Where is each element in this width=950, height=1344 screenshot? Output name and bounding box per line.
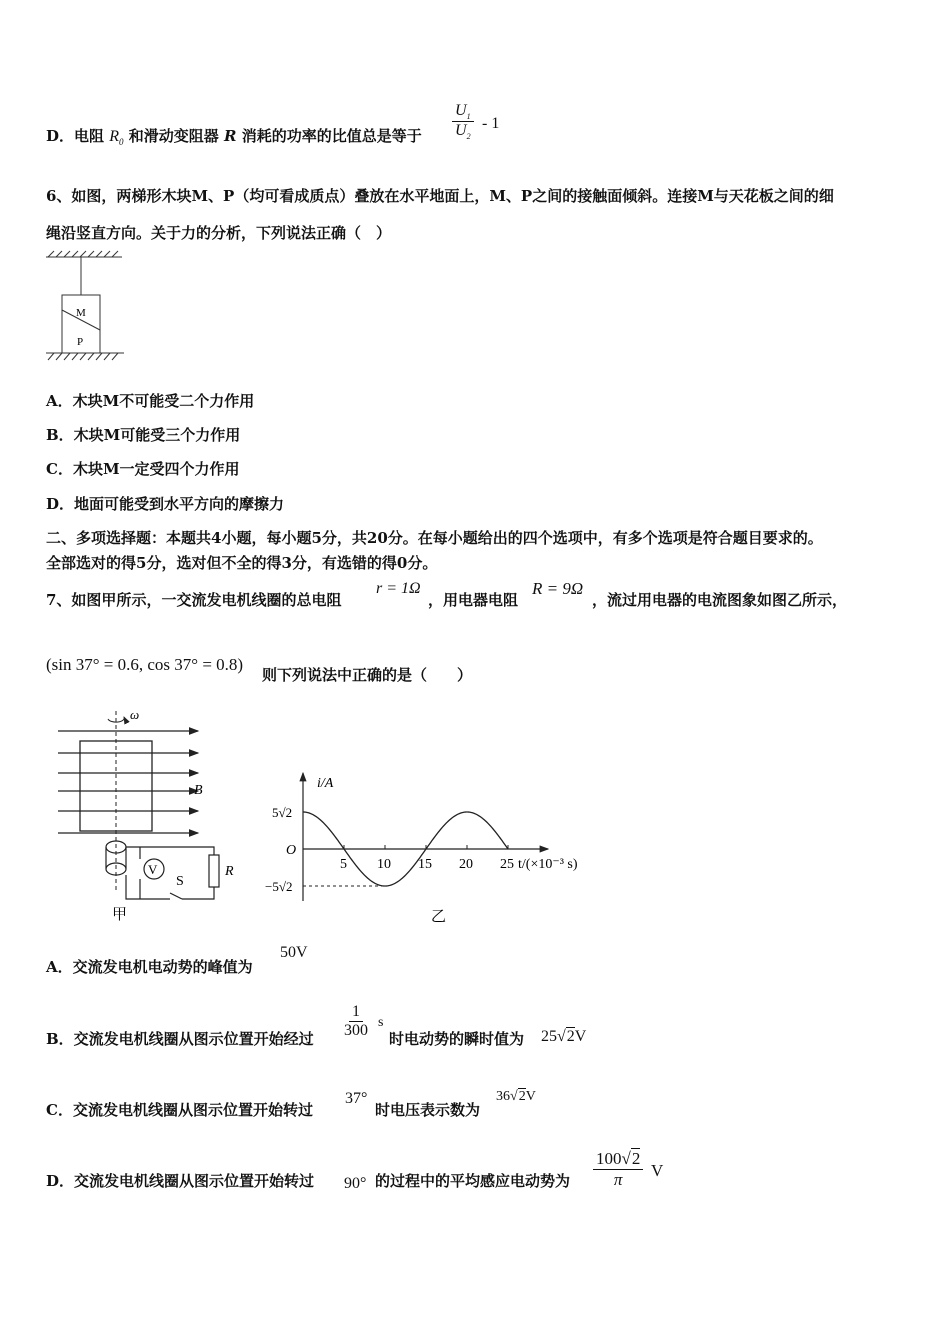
fig-yi-caption: 乙 xyxy=(431,909,447,925)
b-label: B xyxy=(194,783,203,798)
label-p: P xyxy=(77,336,84,348)
voltmeter-label: V xyxy=(148,862,158,877)
x-tick-label-15: 15 xyxy=(418,857,432,872)
r0-symbol: $R_0$ xyxy=(109,128,124,148)
q7-option-c-value: 36√2V xyxy=(496,1089,536,1104)
resistor-label: R xyxy=(225,864,234,879)
q7-option-a-value: 50V xyxy=(280,944,308,961)
q7-option-b-value: 25√2V xyxy=(541,1028,587,1045)
q6-option-a: A．木块M不可能受二个力作用 xyxy=(46,392,255,410)
omega-label: ω xyxy=(130,707,140,722)
q7-option-c-angle: 37° xyxy=(345,1090,368,1107)
q7-option-b-fraction: $\frac{1}{300}$ xyxy=(344,1003,368,1040)
q7-option-b-text1: B．交流发电机线圈从图示位置开始经过 xyxy=(46,1030,314,1048)
q7-trig: (sin 37° = 0.6, cos 37° = 0.8) xyxy=(46,655,244,674)
q7-stem-text3: ，流过用电器的电流图象如图乙所示， xyxy=(592,591,848,609)
q7-stem-text1: 7、如图甲所示，一交流发电机线圈的总电阻 xyxy=(46,591,342,609)
q7-R-expr: R = 9Ω xyxy=(532,579,584,598)
q7-r-expr: r = 1Ω xyxy=(376,580,421,597)
q5-fraction: $\frac{U_1}{U_2}$ xyxy=(452,102,474,142)
x-tick-label-20: 20 xyxy=(459,857,473,872)
q7-option-c-text2: 时电压表示数为 xyxy=(375,1101,481,1119)
q6-stem-line1: 6、如图，两梯形木块M、P（均可看成质点）叠放在水平地面上，M、P之间的接触面倾斜。连接M与天花板之间的细 xyxy=(46,187,834,205)
q7-option-b-text2: 时电动势的瞬时值为 xyxy=(389,1030,525,1048)
y-tick-min: −5√2 xyxy=(265,879,293,894)
y-tick-max: 5√2 xyxy=(272,805,293,820)
fig-jia xyxy=(50,705,250,930)
x-tick-label-5: 5 xyxy=(340,857,347,872)
fig-jia-caption: 甲 xyxy=(112,907,128,923)
q7-option-d-angle: 90° xyxy=(344,1175,367,1192)
q7-option-d-text2: 的过程中的平均感应电动势为 xyxy=(375,1172,571,1190)
label-m: M xyxy=(76,307,86,319)
q7-option-d-fraction: $\frac{100√2}{\pi}$ xyxy=(593,1149,643,1189)
fig-yi-chart xyxy=(255,765,595,925)
q5-option-d: D．电阻 $R_0$ 和滑动变阻器 R 消耗的功率的比值总是等于 xyxy=(46,127,422,148)
q7-option-d-text1: D．交流发电机线圈从图示位置开始转过 xyxy=(46,1172,315,1190)
q7-stem-text4: 则下列说法中正确的是（ ） xyxy=(262,666,473,684)
ground xyxy=(46,353,124,360)
q6-stem-line2: 绳沿竖直方向。关于力的分析，下列说法正确（ ） xyxy=(46,224,392,242)
q5-fraction-tail: - 1 xyxy=(482,115,500,132)
x-tick-label-10: 10 xyxy=(377,857,391,872)
q7-option-d-unit: V xyxy=(651,1161,664,1180)
x-tick-label-25: 25 xyxy=(500,857,514,872)
resistor-r xyxy=(209,855,219,887)
q6-option-d: D．地面可能受到水平方向的摩擦力 xyxy=(46,495,285,513)
ceiling xyxy=(46,251,122,257)
origin-label: O xyxy=(286,843,297,858)
q7-stem-text2: ，用电器电阻 xyxy=(428,591,519,609)
section2-line2: 全部选对的得5分，选对但不全的得3分，有选错的得0分。 xyxy=(46,554,438,572)
q7-option-a-text: A．交流发电机电动势的峰值为 xyxy=(46,958,253,976)
switch-label: S xyxy=(176,874,184,889)
q6-figure xyxy=(44,250,126,365)
q6-option-b: B．木块M可能受三个力作用 xyxy=(46,426,241,444)
q7-option-b-unit: s xyxy=(378,1015,384,1030)
x-axis-label: t/(×10⁻³ s) xyxy=(518,857,578,872)
q7-option-c-text1: C．交流发电机线圈从图示位置开始转过 xyxy=(46,1101,313,1119)
section2-line1: 二、多项选择题：本题共4小题，每小题5分，共20分。在每小题给出的四个选项中，有多个选项是符合题目要求的。 xyxy=(46,529,823,547)
external-circuit xyxy=(126,847,214,899)
y-axis-label: i/A xyxy=(317,776,334,791)
q6-option-c: C．木块M一定受四个力作用 xyxy=(46,460,240,478)
magnetic-field-lines xyxy=(58,731,198,833)
